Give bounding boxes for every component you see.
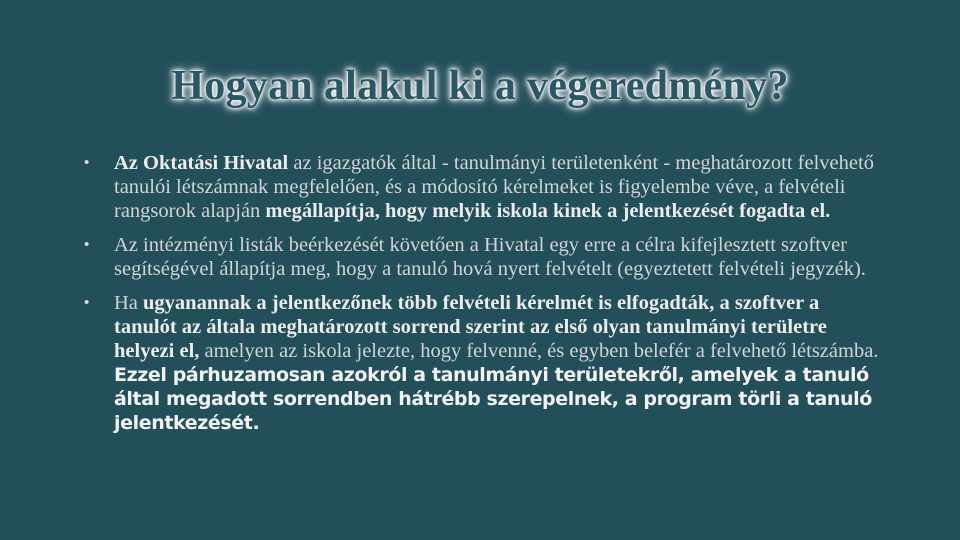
- bullet-item-2: [84, 233, 884, 281]
- bullet-item-3: [84, 291, 884, 435]
- slide-body: [84, 151, 884, 445]
- bullet-item-1: [84, 151, 884, 223]
- bullet-marker: •: [84, 236, 90, 253]
- bullet-list: [84, 151, 884, 435]
- bullet-3-part-4: Ezzel párhuzamosan azokról a tanulmányi területekről, amelyek a tanuló által megadott sorrendben hátrébb szerepelnek, a program törli a tanuló jelentkezését.: [114, 364, 872, 434]
- bullet-3-part-3: amelyen az iskola jelezte, hogy felvenné, és egyben belefér a felvehető létszámba.: [204, 340, 879, 362]
- bullet-marker: •: [84, 154, 90, 171]
- bullet-marker: •: [84, 294, 90, 311]
- bullet-3-part-1: Ha: [114, 292, 144, 314]
- bullet-2-part-1: Az intézményi listák beérkezését követően a Hivatal egy erre a célra kifejlesztett szoftver segítségével állapítja meg, hogy a tanuló hová nyert felvételt (egyeztetett felvételi jegyzék).: [114, 234, 866, 280]
- slide-title: Hogyan alakul ki a végeredmény?: [171, 63, 789, 109]
- bullet-1-part-2: az igazgatók által - tanulmányi területenként - meghatározott felvehető tanulói létszámnak megfelelően, és a módosító kérelmeket is figyelembe véve, a felvételi rangsorok alapján: [114, 152, 874, 222]
- bullet-1-part-3: megállapítja, hogy melyik iskola kinek a jelentkezését fogadta el.: [265, 200, 831, 222]
- bullet-3-part-2: ugyanannak a jelentkezőnek több felvételi kérelmét is elfogadták, a szoftver a tanulót az általa meghatározott sorrend szerint az első olyan tanulmányi területre helyezi el,: [114, 292, 827, 362]
- bullet-1-part-1: Az Oktatási Hivatal: [114, 152, 294, 174]
